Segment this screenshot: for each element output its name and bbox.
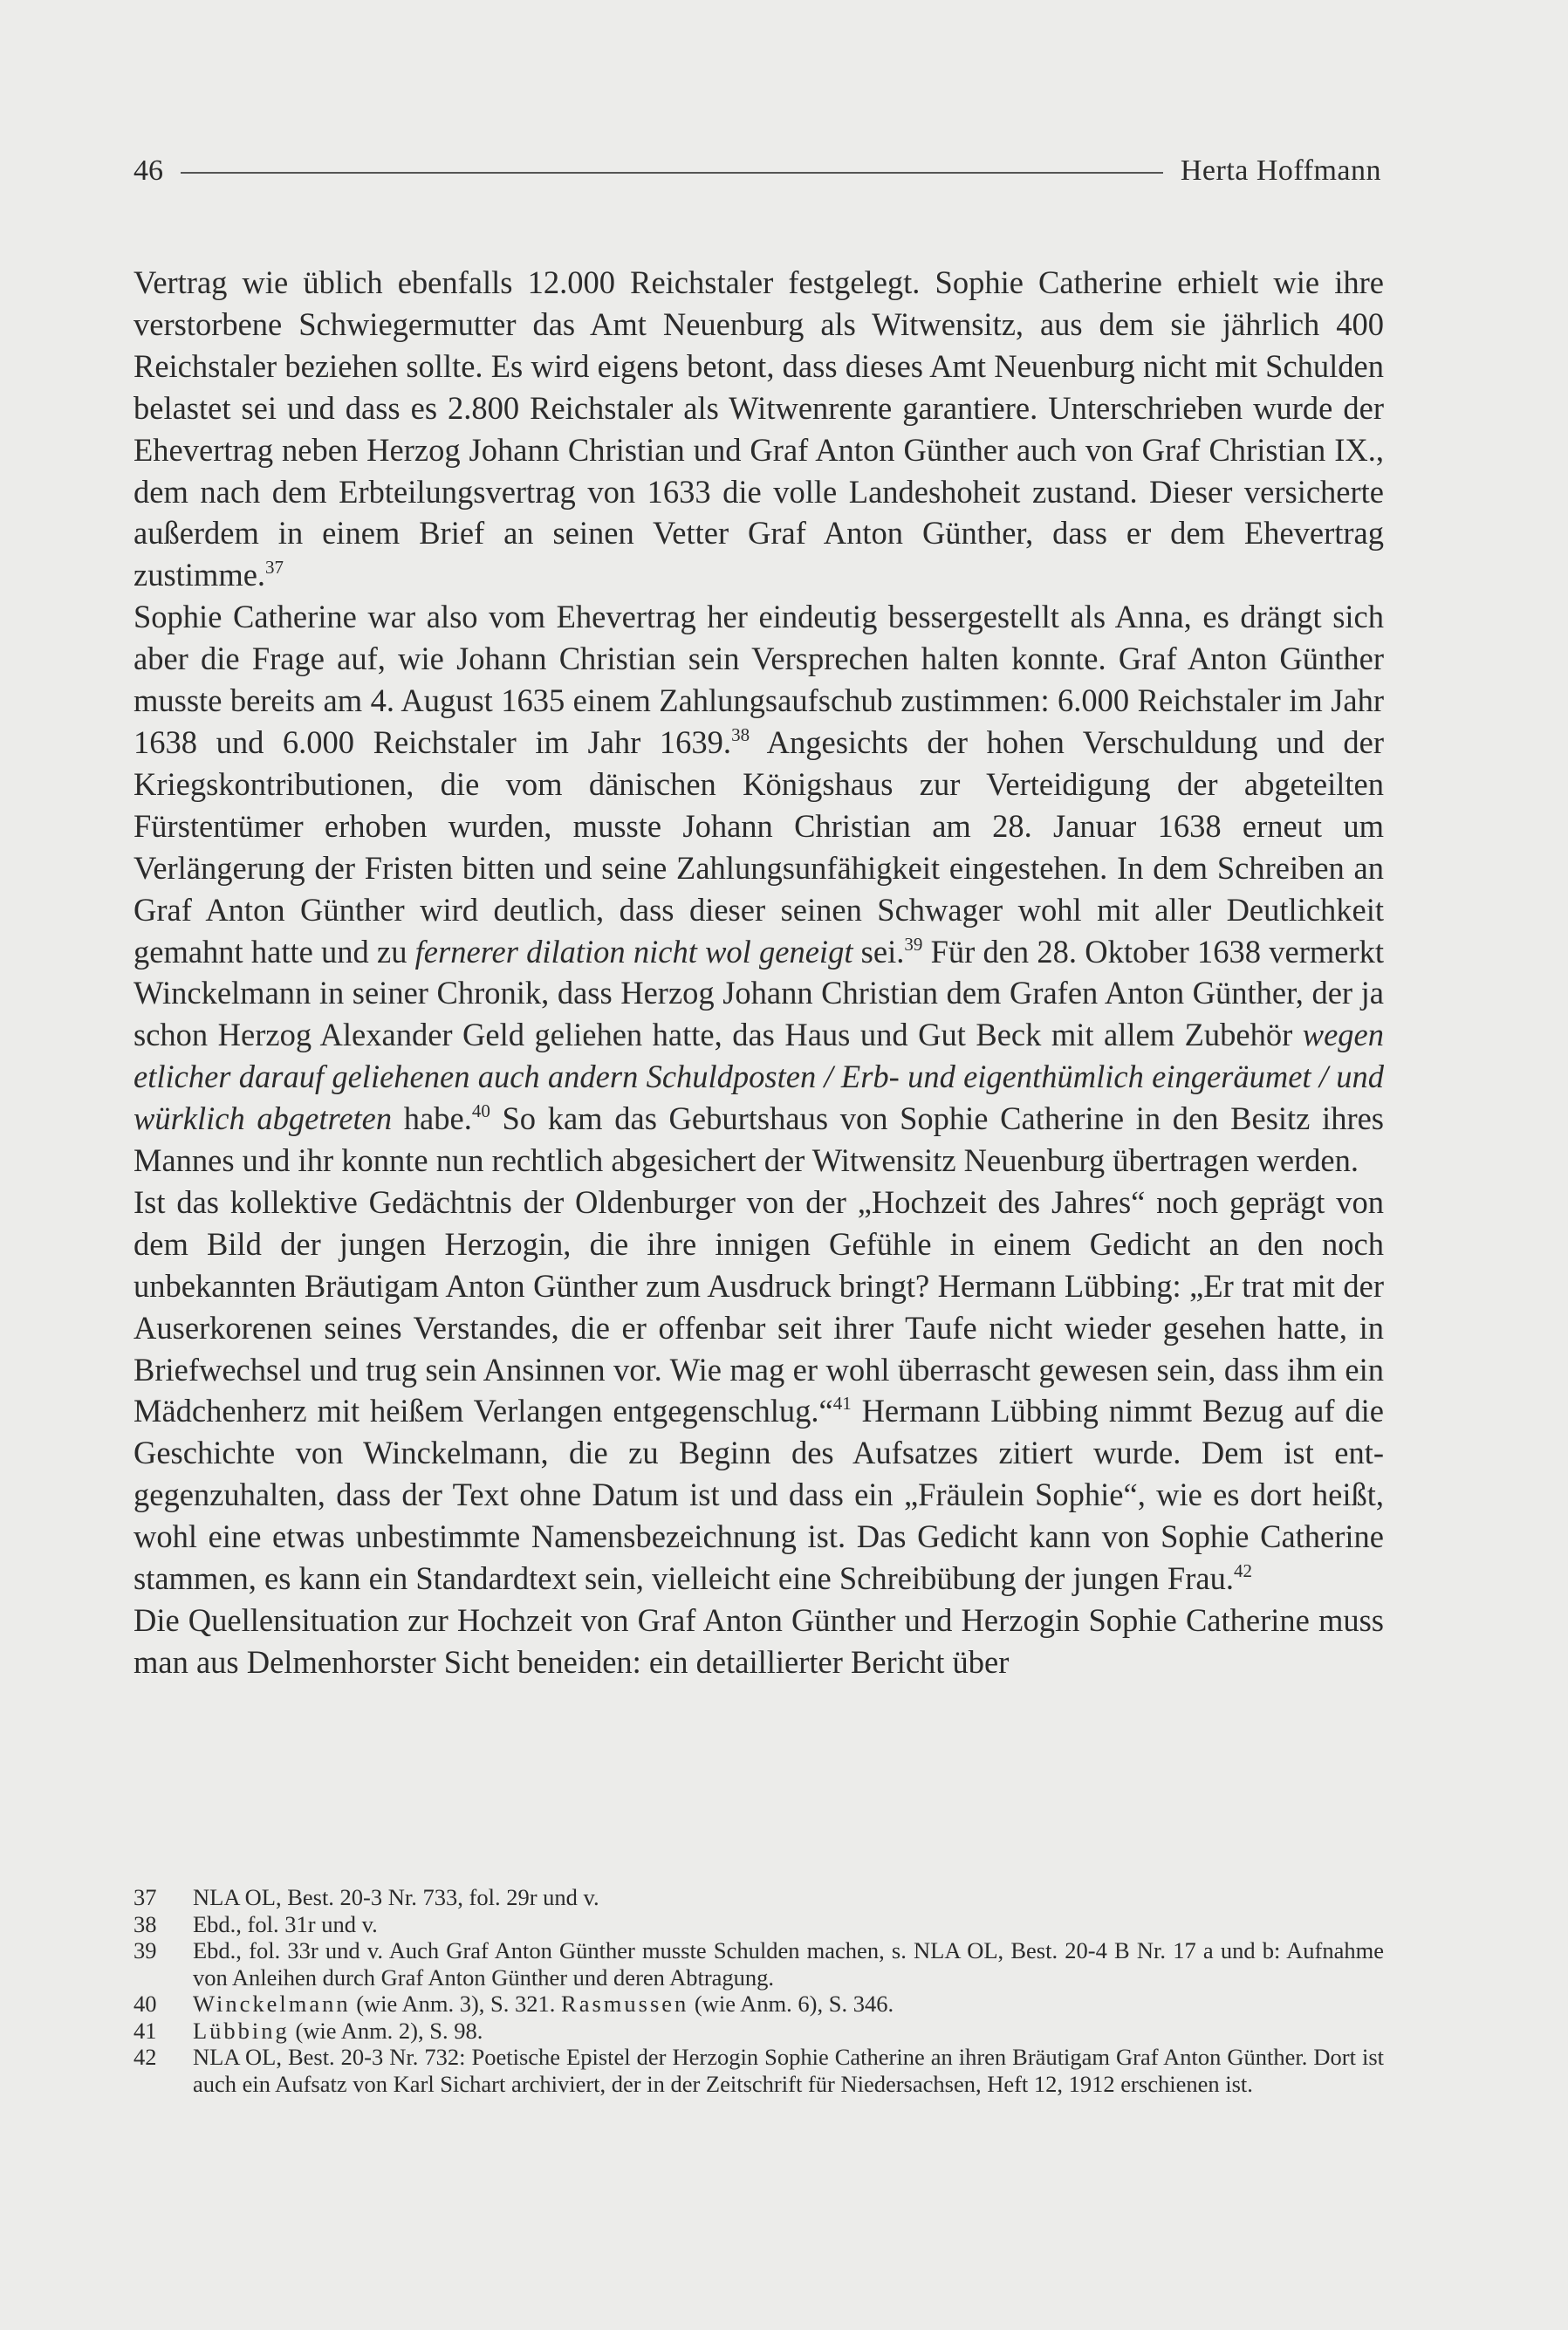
paragraph-2-text-g: habe. bbox=[392, 1100, 472, 1137]
footnote-number: 37 bbox=[134, 1884, 157, 1910]
footnote-ref-37: 37 bbox=[265, 557, 284, 579]
paragraph-3-text-a: Ist das kollektive Gedächtnis der Oldenburger von der „Hochzeit des Jahres“ noch geprägt von dem Bild der jungen Herzogin, die ihre innigen Gefühle in einem Gedicht an den noch unbekannten Bräutigam Anton Günther zum Ausdruck bringt? Hermann Lübbing: „Er trat mit der Auserkorenen seines Verstandes, die er offenbar seit ihrer Taufe nicht wieder gesehen hatte, in Briefwechsel und trug sein Ansinnen vor. Wie mag er wohl überrascht gewesen sein, dass ihm ein Mädchenherz mit heißem Verlangen entgegenschlug.“ bbox=[134, 1183, 1384, 1429]
footnote-text: NLA OL, Best. 20-3 Nr. 733, fol. 29r und v. bbox=[193, 1884, 599, 1910]
footnote-text bbox=[193, 1991, 1384, 2018]
paragraph-2-text-d: sei. bbox=[852, 933, 905, 970]
paragraph-2-text-b: Angesichts der hohen Verschuldung und der Kriegskontributionen, die vom dänischen Königshaus zur Verteidigung der abgeteilten Fürstentümer erhoben wurden, musste Johann Christian am 28. Januar 1638 erneut um Verlängerung der Fristen bitten und seine Zahlungsunfähigkeit eingestehen. In dem Schreiben an Graf Anton Günther wird deutlich, dass dieser seinen Schwager wohl mit aller Deutlichkeit gemahnt hatte und zu bbox=[134, 723, 1384, 970]
footnote-42 bbox=[134, 2044, 1384, 2097]
running-head-author: Herta Hoffmann bbox=[1180, 154, 1381, 187]
footnote-41 bbox=[134, 2018, 1384, 2045]
paragraph-2-text-a: Sophie Catherine war also vom Ehevertrag her eindeutig bessergestellt als Anna, es drängt sich aber die Frage auf, wie Johann Christian sein Versprechen halten konnte. Graf Anton Günther musste bereits am 4. August 1635 einem Zahlungsaufschub zustimmen: 6.000 Reichstaler im Jahr 1638 und 6.000 Reichstaler im Jahr 1639. bbox=[134, 599, 1384, 760]
quotation-italic: fernerer dilation nicht wol geneigt bbox=[414, 933, 853, 970]
footnote-ref-38: 38 bbox=[731, 723, 750, 745]
footnote-number: 41 bbox=[134, 2017, 157, 2044]
footnote-text: Ebd., fol. 31r und v. bbox=[193, 1910, 378, 1937]
paragraph-4 bbox=[134, 1600, 1384, 1683]
footnote-ref-39: 39 bbox=[904, 933, 923, 955]
footnote-number: 38 bbox=[134, 1910, 157, 1937]
footnotes bbox=[134, 1884, 1384, 2097]
footnote-number: 39 bbox=[134, 1937, 157, 1963]
body-text bbox=[134, 262, 1384, 1683]
citation-detail: (wie Anm. 3), S. 321. bbox=[350, 1991, 562, 2017]
footnote-number: 40 bbox=[134, 1991, 157, 2017]
footnote-ref-41: 41 bbox=[832, 1393, 852, 1415]
footnote-ref-42: 42 bbox=[1233, 1560, 1252, 1582]
header-rule bbox=[181, 172, 1163, 174]
footnote-37 bbox=[134, 1884, 1384, 1911]
quotation-italic: wegen etlicher darauf geliehenen auch andern Schuldposten / Erb- und eigenthümlich eingeräumet / und würklich abgetreten bbox=[134, 1017, 1384, 1137]
paragraph-2-text-h: So kam das Geburtshaus von Sophie Catherine in den Besitz ihres Mannes und ihr konnte nun rechtlich abgesichert der Witwensitz Neuenburg übertragen werden. bbox=[134, 1100, 1385, 1179]
paragraph-3-text-b: Hermann Lübbing nimmt Bezug auf die Geschichte von Winckelmann, die zu Beginn des Aufsatzes zitiert wurde. Dem ist entgegenzuhalten, dass der Text ohne Datum ist und dass ein „Fräulein Sophie“, wie es dort heißt, wohl eine etwas unbestimmte Namensbezeichnung ist. Das Gedicht kann von Sophie Catherine stammen, es kann ein Standardtext sein, vielleicht eine Schreibübung der jungen Frau. bbox=[134, 1393, 1384, 1597]
paragraph-2 bbox=[134, 596, 1384, 1182]
cited-author: Lübbing bbox=[193, 2017, 290, 2044]
footnote-40 bbox=[134, 1991, 1384, 2018]
paragraph-1 bbox=[134, 262, 1384, 596]
footnote-38 bbox=[134, 1911, 1384, 1938]
citation-detail: (wie Anm. 6), S. 346. bbox=[688, 1991, 894, 2017]
footnote-text: NLA OL, Best. 20-3 Nr. 732: Poetische Epistel der Herzogin Sophie Catherine an ihren Bräutigam Graf Anton Günther. Dort ist auch ein Aufsatz von Karl Sichart archiviert, der in der Zeitschrift für Niedersachsen, Heft 12, 1912 erschienen ist. bbox=[193, 2044, 1384, 2097]
cited-author: Winckelmann bbox=[193, 1991, 351, 2017]
cited-author: Rasmussen bbox=[561, 1991, 689, 2017]
page-number: 46 bbox=[134, 154, 163, 187]
citation-detail: (wie Anm. 2), S. 98. bbox=[289, 2017, 483, 2044]
footnote-number: 42 bbox=[134, 2044, 157, 2070]
paragraph-2-text-e: Für den 28. Oktober 1638 vermerkt Winckelmann in seiner Chronik, dass Herzog Johann Christian dem Grafen Anton Günther, der ja schon Herzog Alexander Geld geliehen hatte, das Haus und Gut Beck mit allem Zubehör bbox=[134, 933, 1384, 1053]
footnote-ref-40: 40 bbox=[471, 1100, 490, 1122]
paragraph-1-text: Vertrag wie üblich ebenfalls 12.000 Reichstaler festgelegt. Sophie Catherine erhielt wie ihre verstorbene Schwiegermutter das Amt Neuenburg als Witwensitz, aus dem sie jährlich 400 Reichstaler beziehen sollte. Es wird eigens betont, dass dieses Amt Neuenburg nicht mit Schulden belastet sei und dass es 2.800 Reichstaler als Witwenrente garantiere. Unterschrieben wurde der Ehevertrag neben Herzog Johann Christian und Graf Anton Günther auch von Graf Christian IX., dem nach dem Erbteilungsvertrag von 1633 die volle Landeshoheit zustand. Dieser versicherte außerdem in einem Brief an seinen Vetter Graf Anton Günther, dass er dem Ehevertrag zustimme. bbox=[134, 264, 1384, 593]
footnote-text: Ebd., fol. 33r und v. Auch Graf Anton Günther musste Schulden machen, s. NLA OL, Best. 20-4 B Nr. 17 a und b: Aufnahme von Anleihen durch Graf Anton Günther und deren Abtragung. bbox=[193, 1937, 1384, 1991]
running-head bbox=[134, 150, 1381, 192]
paragraph-4-text: Die Quellensituation zur Hochzeit von Graf Anton Günther und Herzogin Sophie Catherine muss man aus Delmenhorster Sicht beneiden: ein detaillierter Bericht über bbox=[134, 1602, 1384, 1680]
footnote-text bbox=[193, 2018, 1384, 2045]
paragraph-3 bbox=[134, 1182, 1384, 1600]
footnote-39 bbox=[134, 1937, 1384, 1991]
